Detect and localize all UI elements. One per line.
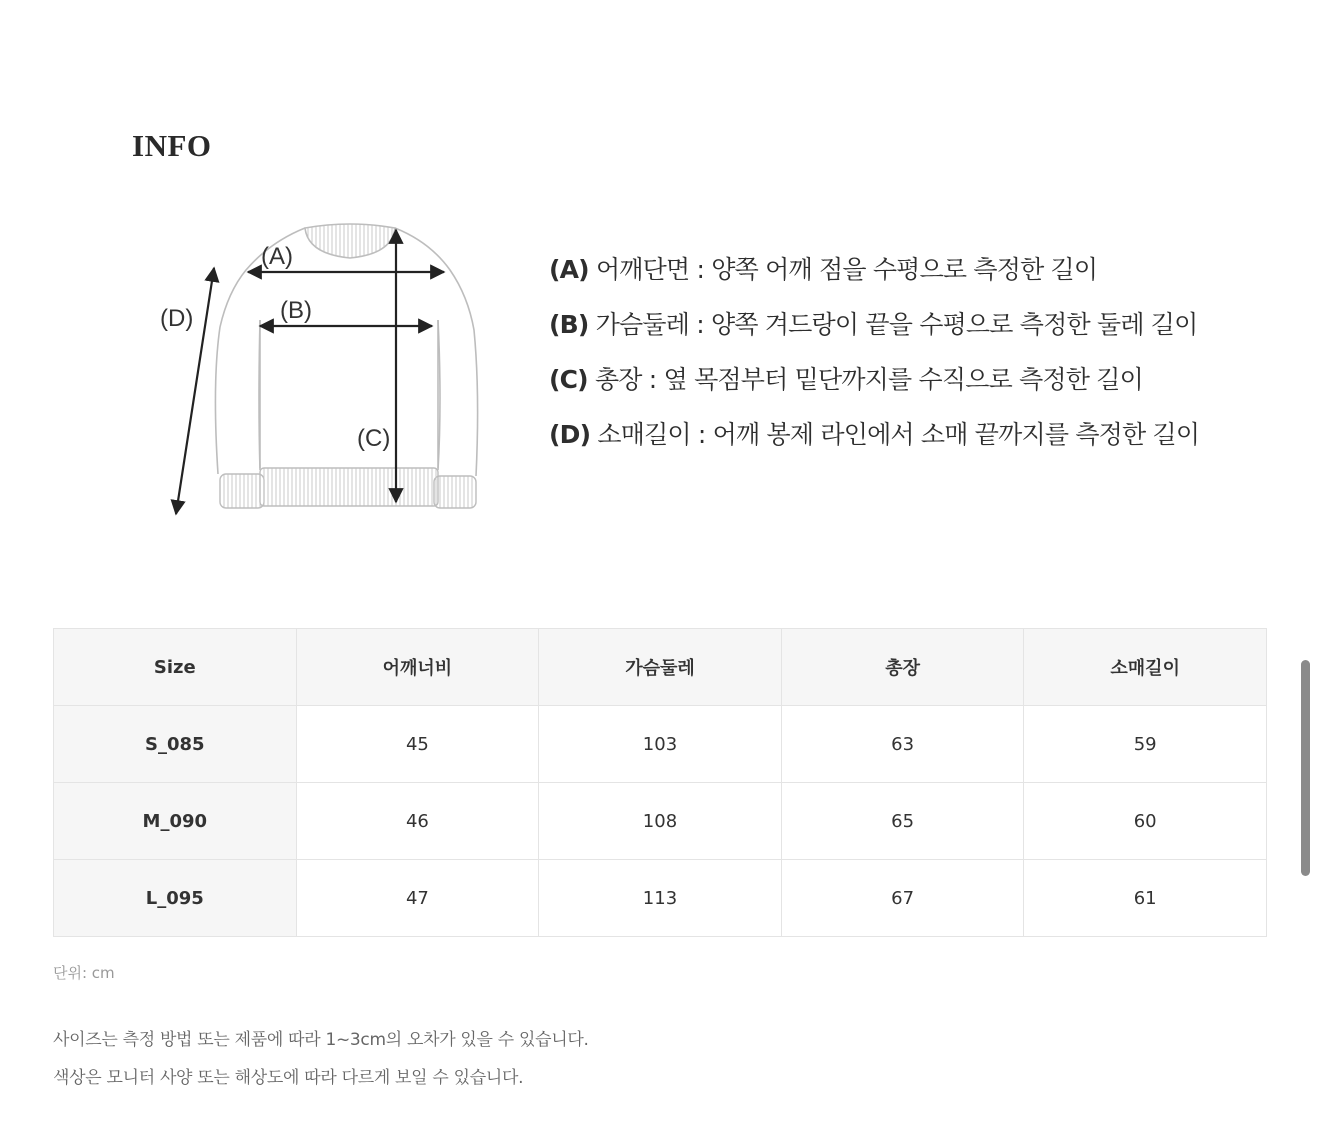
legend-item-d — [549, 415, 1199, 470]
info-title: INFO — [132, 128, 212, 163]
label-b: (B) — [280, 297, 312, 324]
legend-item-b — [549, 305, 1199, 360]
legend-text: 어깨단면 : 양쪽 어깨 점을 수평으로 측정한 길이 — [588, 255, 1098, 284]
cell-length: 67 — [781, 860, 1024, 937]
sweater-outline — [215, 224, 477, 476]
cell-chest: 108 — [539, 783, 782, 860]
table-header-row — [54, 629, 1267, 706]
cell-length: 63 — [781, 706, 1024, 783]
legend-text: 소매길이 : 어깨 봉제 라인에서 소매 끝까지를 측정한 길이 — [590, 420, 1200, 449]
row-size: M_090 — [54, 783, 297, 860]
cell-shoulder: 45 — [296, 706, 539, 783]
sweater-illustration — [150, 212, 490, 522]
header-sleeve: 소매길이 — [1024, 629, 1267, 706]
size-notes — [53, 1021, 589, 1097]
note-item: 사이즈는 측정 방법 또는 제품에 따라 1~3cm의 오차가 있을 수 있습니다. — [53, 1030, 589, 1050]
hem — [260, 468, 438, 506]
legend-key: (B) — [549, 310, 589, 339]
scrollbar-thumb[interactable] — [1301, 660, 1310, 876]
label-c: (C) — [357, 425, 391, 452]
unit-note: 단위: cm — [53, 964, 115, 982]
table-row — [54, 783, 1267, 860]
cell-sleeve: 61 — [1024, 860, 1267, 937]
legend-key: (A) — [549, 255, 589, 284]
header-chest: 가슴둘레 — [539, 629, 782, 706]
cell-shoulder: 47 — [296, 860, 539, 937]
legend-item-c — [549, 360, 1199, 415]
row-size: S_085 — [54, 706, 297, 783]
cell-length: 65 — [781, 783, 1024, 860]
legend-text: 가슴둘레 : 양쪽 겨드랑이 끝을 수평으로 측정한 둘레 길이 — [588, 310, 1198, 339]
table-row — [54, 860, 1267, 937]
cell-chest: 113 — [539, 860, 782, 937]
legend-key: (D) — [549, 420, 591, 449]
row-size: L_095 — [54, 860, 297, 937]
label-a: (A) — [261, 243, 293, 270]
cell-shoulder: 46 — [296, 783, 539, 860]
label-d: (D) — [160, 305, 194, 332]
header-size: Size — [54, 629, 297, 706]
measurement-legend — [549, 250, 1199, 470]
legend-text: 총장 : 옆 목점부터 밑단까지를 수직으로 측정한 길이 — [587, 365, 1143, 394]
size-table — [53, 628, 1267, 937]
table-row — [54, 706, 1267, 783]
right-cuff — [434, 476, 476, 508]
cell-chest: 103 — [539, 706, 782, 783]
legend-item-a — [549, 250, 1199, 305]
legend-key: (C) — [549, 365, 588, 394]
left-cuff — [220, 474, 264, 508]
header-shoulder: 어깨너비 — [296, 629, 539, 706]
header-length: 총장 — [781, 629, 1024, 706]
cell-sleeve: 59 — [1024, 706, 1267, 783]
sweater-measurement-diagram — [150, 212, 490, 522]
cell-sleeve: 60 — [1024, 783, 1267, 860]
note-item: 색상은 모니터 사양 또는 해상도에 따라 다르게 보일 수 있습니다. — [53, 1068, 524, 1088]
